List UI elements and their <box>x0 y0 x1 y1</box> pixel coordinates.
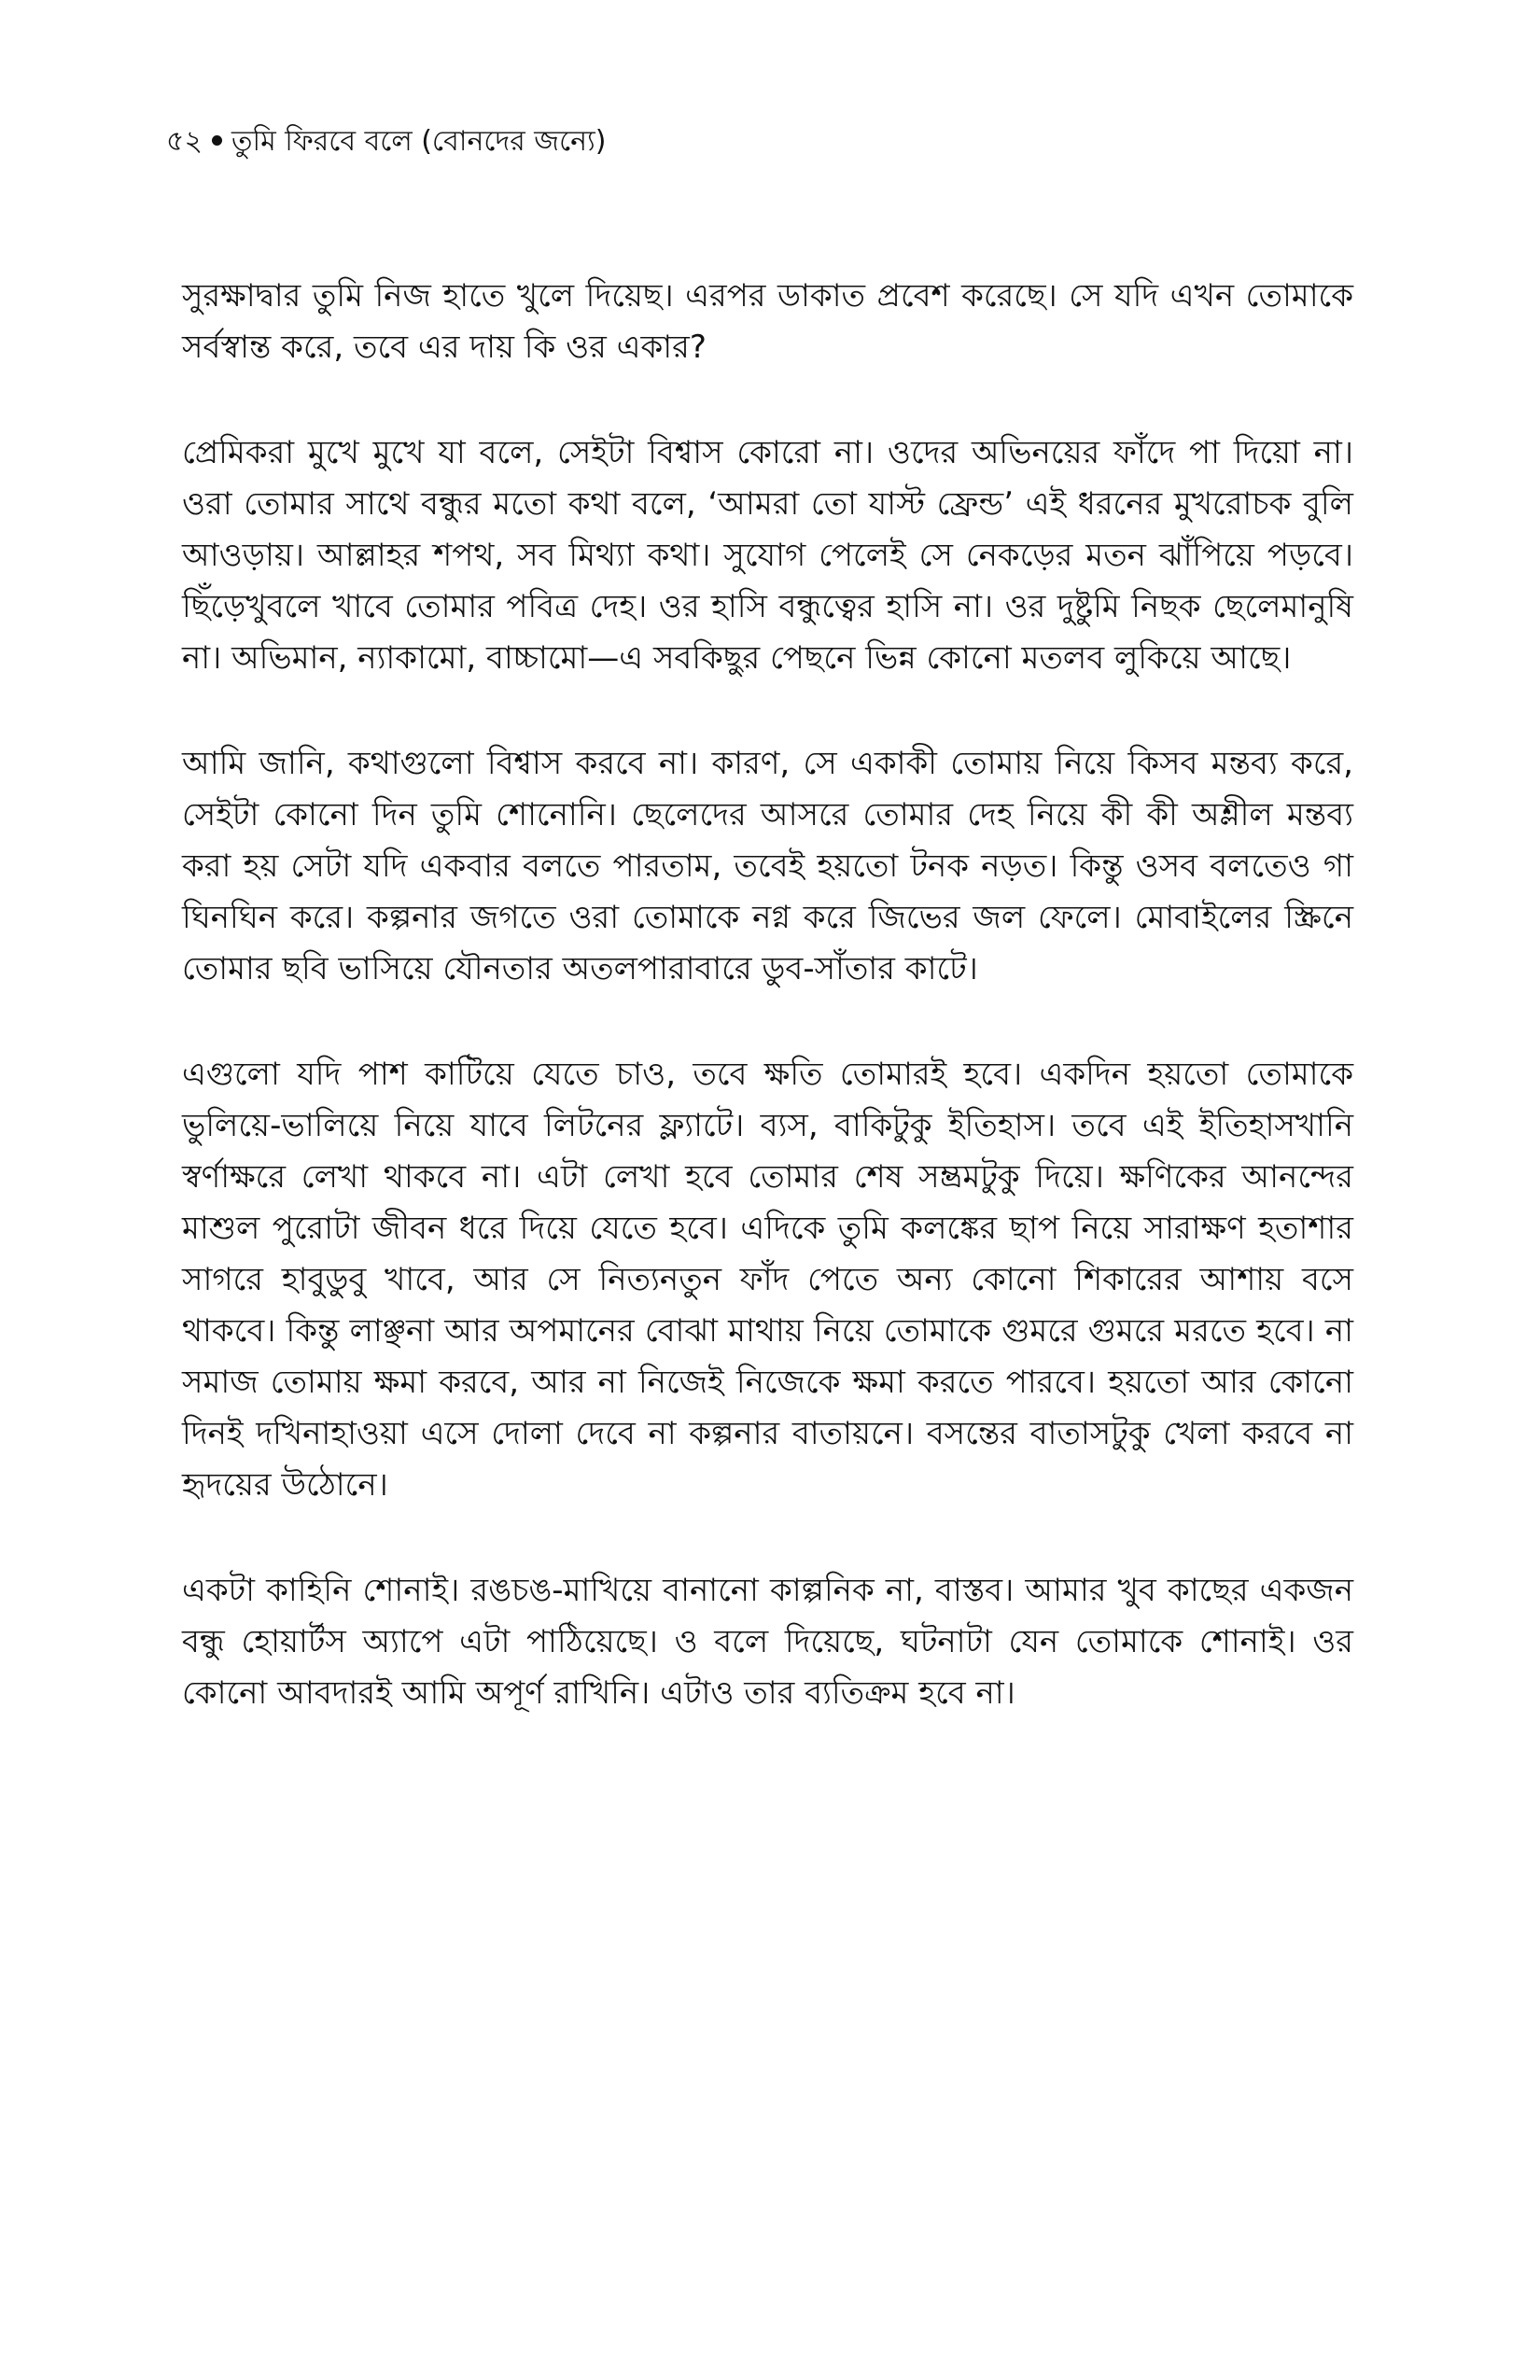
paragraph-5: একটা কাহিনি শোনাই। রঙচঙ-মাখিয়ে বানানো কাল্পনিক না, বাস্তব। আমার খুব কাছের একজন বন্ধু হোয়ার্টস অ্যাপে এটা পাঠিয়েছে। ও বলে দিয়েছে, ঘটনাটা যেন তোমাকে শোনাই। ওর কোনো আবদারই আমি অপূর্ণ রাখিনি। এটাও তার ব্যতিক্রম হবে না। <box>182 1572 1353 1712</box>
book-title: তুমি ফিরবে বলে (বোনদের জন্যে) <box>231 125 607 158</box>
paragraph-2: প্রেমিকরা মুখে মুখে যা বলে, সেইটা বিশ্বাস কোরো না। ওদের অভিনয়ের ফাঁদে পা দিয়ো না। ওরা তোমার সাথে বন্ধুর মতো কথা বলে, ‘আমরা তো যাস্ট ফ্রেন্ড’ এই ধরনের মুখরোচক বুলি আওড়ায়। আল্লাহর শপথ, সব মিথ্যা কথা। সুযোগ পেলেই সে নেকড়ের মতন ঝাঁপিয়ে পড়বে। ছিঁড়েখুবলে খাবে তোমার পবিত্র দেহ। ওর হাসি বন্ধুত্বের হাসি না। ওর দুষ্টুমি নিছক ছেলেমানুষি না। অভিমান, ন্যাকামো, বাচ্চামো—এ সবকিছুর পেছনে ভিন্ন কোনো মতলব লুকিয়ে আছে। <box>182 434 1353 677</box>
body-text <box>182 271 1353 1773</box>
bullet-separator-icon <box>212 135 222 146</box>
paragraph-4: এগুলো যদি পাশ কাটিয়ে যেতে চাও, তবে ক্ষতি তোমারই হবে। একদিন হয়তো তোমাকে ভুলিয়ে-ভালিয়ে নিয়ে যাবে লিটনের ফ্ল্যাটে। ব্যস, বাকিটুকু ইতিহাস। তবে এই ইতিহাসখানি স্বর্ণাক্ষরে লেখা থাকবে না। এটা লেখা হবে তোমার শেষ সম্ভ্রমটুকু দিয়ে। ক্ষণিকের আনন্দের মাশুল পুরোটা জীবন ধরে দিয়ে যেতে হবে। এদিকে তুমি কলঙ্কের ছাপ নিয়ে সারাক্ষণ হতাশার সাগরে হাবুডুবু খাবে, আর সে নিত্যনতুন ফাঁদ পেতে অন্য কোনো শিকারের আশায় বসে থাকবে। কিন্তু লাঞ্ছনা আর অপমানের বোঝা মাথায় নিয়ে তোমাকে গুমরে গুমরে মরতে হবে। না সমাজ তোমায় ক্ষমা করবে, আর না নিজেই নিজেকে ক্ষমা করতে পারবে। হয়তো আর কোনো দিনই দখিনাহাওয়া এসে দোলা দেবে না কল্পনার বাতায়নে। বসন্তের বাতাসটুকু খেলা করবে না হৃদয়ের উঠোনে। <box>182 1056 1353 1504</box>
page-number: ৫২ <box>166 125 203 158</box>
paragraph-1: সুরক্ষাদ্বার তুমি নিজ হাতে খুলে দিয়েছ। এরপর ডাকাত প্রবেশ করেছে। সে যদি এখন তোমাকে সর্বস্বান্ত করে, তবে এর দায় কি ওর একার? <box>182 277 1353 366</box>
running-header <box>166 123 606 161</box>
paragraph-3: আমি জানি, কথাগুলো বিশ্বাস করবে না। কারণ, সে একাকী তোমায় নিয়ে কিসব মন্তব্য করে, সেইটা কোনো দিন তুমি শোনোনি। ছেলেদের আসরে তোমার দেহ নিয়ে কী কী অশ্লীল মন্তব্য করা হয় সেটা যদি একবার বলতে পারতাম, তবেই হয়তো টনক নড়ত। কিন্তু ওসব বলতেও গা ঘিনঘিন করে। কল্পনার জগতে ওরা তোমাকে নগ্ন করে জিভের জল ফেলে। মোবাইলের স্ক্রিনে তোমার ছবি ভাসিয়ে যৌনতার অতলপারাবারে ডুব-সাঁতার কাটে। <box>182 745 1353 987</box>
